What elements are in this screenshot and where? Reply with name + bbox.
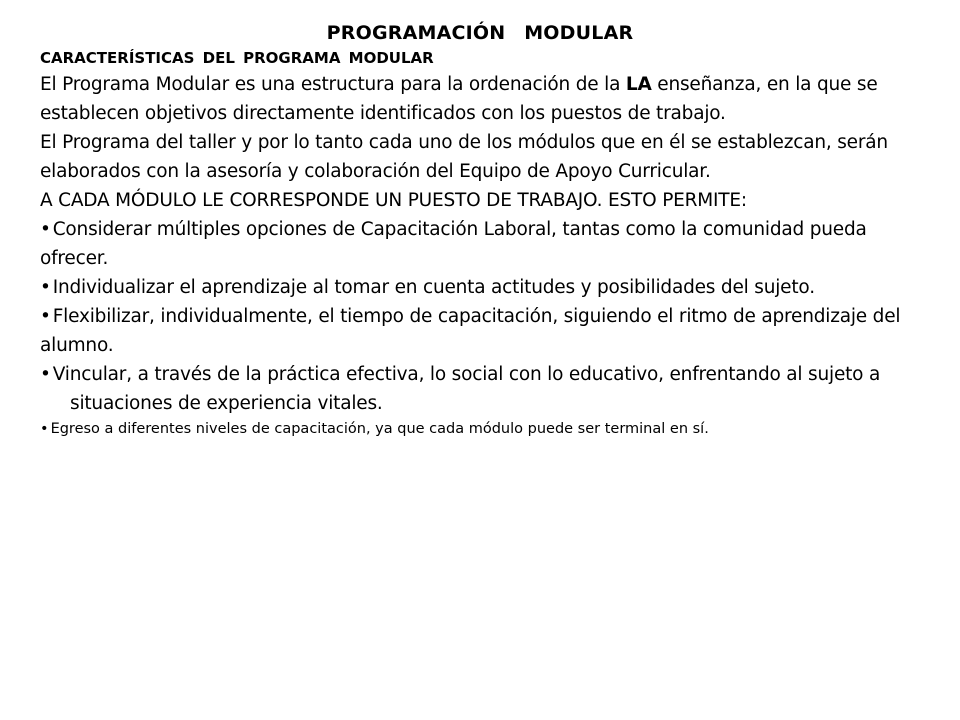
bullet-item	[40, 302, 920, 360]
bullet-text: Considerar múltiples opciones de Capacitación Laboral, tantas como la comunidad pueda ofrecer.	[40, 219, 867, 269]
bullet-item-small	[40, 418, 920, 440]
bullet-text: Vincular, a través de la práctica efectiva, lo social con lo educativo, enfrentando al sujeto a	[52, 364, 881, 385]
bold-word: LA	[625, 74, 652, 95]
paragraph-definition	[40, 70, 920, 128]
paragraph-definition-end: enseñanza, en la que se establecen objetivos directamente identificados con los puestos de trabajo.	[40, 74, 878, 124]
body-text	[40, 70, 920, 440]
bullet-text: Individualizar el aprendizaje al tomar en cuenta actitudes y posibilidades del sujeto.	[52, 277, 815, 298]
bullet-icon: •	[40, 306, 51, 327]
bullet-item	[40, 360, 920, 389]
bullet-text: Egreso a diferentes niveles de capacitación, ya que cada módulo puede ser terminal en sí.	[50, 421, 709, 437]
paragraph-definition-start: El Programa Modular es una estructura para la ordenación de la	[40, 74, 626, 95]
slide-content	[40, 20, 920, 440]
bullet-icon: •	[40, 421, 49, 437]
bullet-icon: •	[40, 277, 51, 298]
bullet-text: Flexibilizar, individualmente, el tiempo de capacitación, siguiendo el ritmo de aprendizaje del alumno.	[40, 306, 901, 356]
section-subtitle: CARACTERÍSTICAS DEL PROGRAMA MODULAR	[40, 49, 434, 67]
bullet-icon: •	[40, 219, 51, 240]
bullet-item	[40, 273, 920, 302]
bullet-continuation: situaciones de experiencia vitales.	[70, 393, 383, 414]
bullet-item	[40, 215, 920, 273]
paragraph-module-statement: A CADA MÓDULO LE CORRESPONDE UN PUESTO DE TRABAJO. ESTO PERMITE:	[40, 190, 747, 211]
bullet-icon: •	[40, 364, 51, 385]
page-title: PROGRAMACIÓN MODULAR	[326, 22, 634, 44]
paragraph-program: El Programa del taller y por lo tanto cada uno de los módulos que en él se establezcan, serán elaborados con la asesoría y colaboración del Equipo de Apoyo Curricular.	[40, 132, 888, 182]
